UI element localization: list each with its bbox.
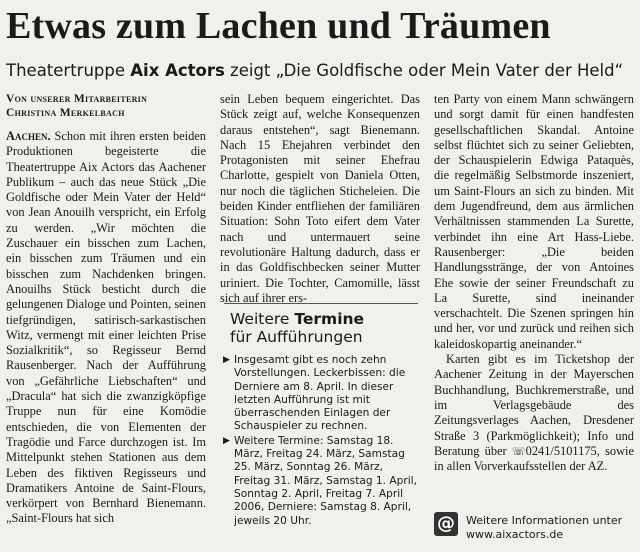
website-link[interactable]: www.aixactors.de xyxy=(466,528,564,541)
column-2-body: sein Leben bequem eingerichtet. Das Stück zeigt auf, welche Konsequenzen daraus entstehen“, sagt Bienemann. Nach 15 Ehejahren verbindet den Protagonisten mit seiner Ehefrau Charlotte, gespielt von Daniela Otten, nur noch die täglichen Sticheleien. Die beiden Kinder entfliehen der familiären Situation: Sohn Toto eifert dem Vater nach und untermauert seine revolutionäre Haltung dadurch, dass er in das Goldfischbecken seiner Mutter uriniert. Die Tochter, Camomille, lässt sich auf ihrer ers- xyxy=(220,92,420,305)
subhead-troupe-name: Aix Actors xyxy=(130,61,225,80)
article-column-2 xyxy=(220,92,420,306)
infobox-title-line-2: für Aufführungen xyxy=(230,328,363,346)
tickets-text: Karten gibt es im Ticketshop der Aachener Zeitung in der Mayerschen Buchhandlung, Buchkremerstraße, und im Verlagsgebäude des Zeitungsverlages Aachen, Dresdener Straße 3 (Parkmöglichkeit); Info und Beratung über xyxy=(434,352,634,458)
article-subheadline xyxy=(6,60,636,82)
article-headline: Etwas zum Lachen und Träumen xyxy=(6,5,551,47)
bullet-arrow-icon: ▶ xyxy=(223,355,230,365)
more-info-label: Weitere Informationen unter xyxy=(466,514,623,527)
at-sign-icon: @ xyxy=(434,512,458,536)
infobox-title xyxy=(230,310,420,346)
tickets-text-end: , sowie in allen Vorverkaufsstellen der AZ. xyxy=(434,443,634,474)
more-info-text xyxy=(466,514,638,542)
infobox-divider xyxy=(224,303,418,304)
infobox-item-text: Weitere Termine: Samstag 18. März, Freitag 24. März, Samstag 25. März, Sonntag 26. März, Freitag 31. März, Samstag 1. April, Sonntag 2. April, Freitag 7. April 2006, Derniere: Samstag 8. April, jeweils 20 Uhr. xyxy=(234,434,417,527)
byline-line-1: Von unserer Mitarbeiterin xyxy=(6,93,148,105)
subhead-pre: Theatertruppe xyxy=(6,61,131,80)
infobox-item-text: Insgesamt gibt es noch zehn Vorstellungen. Leckerbissen: die Derniere am 8. April. In dieser letzten Aufführung ist mit überraschenden Einlagen der Schauspieler zu rechnen. xyxy=(234,354,406,433)
column-3-body-1: ten Party von einem Mann schwängern und sorgt damit für einen handfesten gesellschaftlichen Skandal. Antoine selbst flüchtet sich zu seiner Geliebten, der Schauspielerin Edwiga Pataquès, die regelmäßig Selbstmorde inszeniert, um Saint-Flours an sich zu binden. Mit dem Jugendfreund, dem aus ärmlichen Verhältnissen stammenden La Surette, verbindet ihn eine Art Hass-Liebe. Rausenberger: „Die beiden Handlungsstränge, der von Antoines Ehe sowie der seiner Freundschaft zu La Surette, sind ineinander verschachtelt. Die Szenen springen hin und her, vor und zurück und reihen sich kaleidoskopartig aneinander.“ xyxy=(434,92,634,351)
infobox-title-pre: Weitere xyxy=(230,310,295,328)
column-1-body: Schon mit ihren ersten beiden Produktionen begeisterte die Theatertruppe Aix Actors das Aachener Publikum – auch das neue Stück „Die Goldfische oder Mein Vater der Held“ von Jean Anouilh verspricht, ein Erfolg zu werden. „Wir möchten die Zuschauer ein bisschen zum Lachen, ein bisschen zum Träumen und ein bisschen zum Nachdenken bringen. Anouilhs Stück besticht durch die gelungenen Dialoge und Pointen, seinen tiefgründigen, satirisch-sarkastischen Witz, vermengt mit einer leichten Prise Sozialkritik“, so Regisseur Bernd Rausenberger. Nach der Aufführung von „Gefährliche Liebschaften“ und „Dracula“ hat sich die zwanzigköpfige Truppe nun für eine Komödie entschieden, die von Elementen der Tragödie und Farce durchzogen ist. Im Mittelpunkt stehen Stationen aus dem Leben des fiktiven Regisseurs und Dramatikers Antoine de Saint-Flours, verkörpert von Bernhard Bienemann. „Saint-Flours hat sich xyxy=(6,129,206,526)
byline-author: Christina Merkelbach xyxy=(6,107,125,119)
bullet-arrow-icon: ▶ xyxy=(223,435,230,446)
phone-icon: ☏ xyxy=(511,444,526,458)
article-column-1 xyxy=(6,92,206,527)
column-3-tickets xyxy=(434,352,634,474)
infobox-list xyxy=(222,354,420,528)
subhead-post: zeigt „Die Goldfische oder Mein Vater der Held“ xyxy=(224,61,624,80)
infobox-title-bold: Termine xyxy=(294,310,365,328)
phone-number: 0241/5101175 xyxy=(525,443,597,458)
column-1-text xyxy=(6,129,206,527)
more-info-footer xyxy=(434,510,638,548)
byline xyxy=(6,92,206,120)
article-column-3 xyxy=(434,92,634,474)
list-item xyxy=(222,435,420,528)
dates-infobox xyxy=(222,310,420,529)
list-item xyxy=(222,354,420,434)
dateline: Aachen. xyxy=(6,129,51,143)
